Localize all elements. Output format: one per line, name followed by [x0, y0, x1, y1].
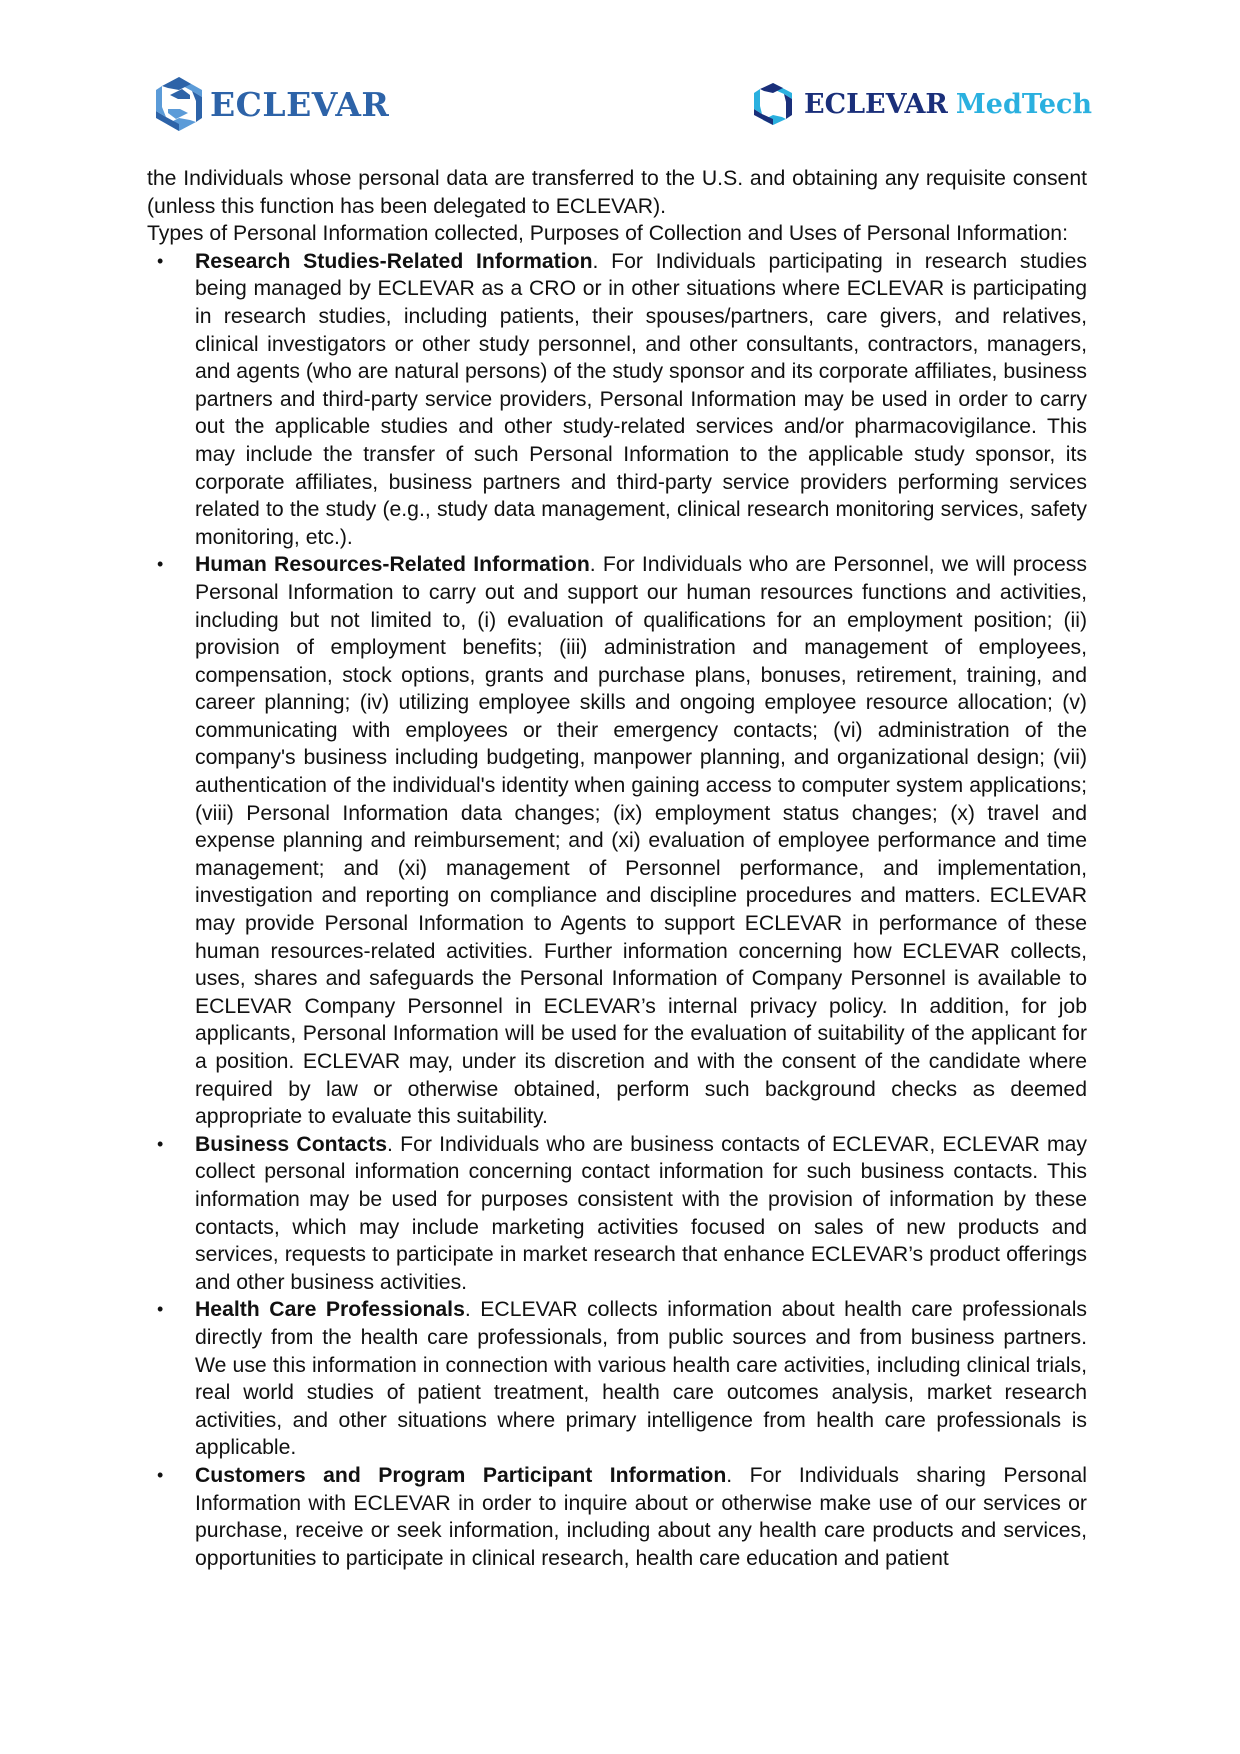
eclevar-medtech-logo	[750, 80, 1092, 128]
hexagon-swirl-logo-icon	[750, 81, 796, 127]
info-types-list	[147, 248, 1087, 1573]
list-item-title: Research Studies-Related Information	[195, 249, 593, 273]
intro-paragraph: the Individuals whose personal data are transferred to the U.S. and obtaining any requisite consent (unless this function has been delegated to ECLEVAR).	[147, 167, 1087, 218]
list-item-human-resources	[147, 551, 1087, 1130]
list-item-customers-program-participants	[147, 1462, 1087, 1572]
list-item-text: . For Individuals who are business contacts of ECLEVAR, ECLEVAR may collect personal information concerning contact information for such business contacts. This information may be used for purposes consistent with the provision of information by these contacts, which may include marketing activities focused on sales of new products and services, requests to participate in market research that enhance ECLEVAR’s product offerings and other business activities.	[195, 1132, 1087, 1294]
bullet-icon: •	[157, 554, 164, 575]
list-item-text: . For Individuals who are Personnel, we will process Personal Information to carry out and support our human resources functions and activities, including but not limited to, (i) evaluation of qualifications for an employment position; (ii) provision of employment benefits; (iii) administration and management of employees, compensation, stock options, grants and purchase plans, bonuses, retirement, training, and career planning; (iv) utilizing employee skills and ongoing employee resource allocation; (v) communicating with employees or their emergency contacts; (vi) administration of the company's business including budgeting, manpower planning, and organizational design; (vii) authentication of the individual's identity when gaining access to computer system applications; (viii) Personal Information data changes; (ix) employment status changes; (x) travel and expense planning and reimbursement; and (xi) evaluation of employee performance and time management; and (xi) management of Personnel performance, and implementation, investigation and reporting on compliance and discipline procedures and matters. ECLEVAR may provide Personal Information to Agents to support ECLEVAR in performance of these human resources-related activities. Further information concerning how ECLEVAR collects, uses, shares and safeguards the Personal Information of Company Personnel is available to ECLEVAR Company Personnel in ECLEVAR’s internal privacy policy. In addition, for job applicants, Personal Information will be used for the evaluation of suitability of the applicant for a position. ECLEVAR may, under its discretion and with the consent of the candidate where required by law or otherwise obtained, perform such background checks as deemed appropriate to evaluate this suitability.	[195, 553, 1087, 1129]
eclevar-logo-text: ECLEVAR	[210, 84, 390, 124]
hexagon-swirl-logo-icon	[152, 75, 206, 133]
list-item-title: Business Contacts	[195, 1132, 388, 1156]
section-heading: Types of Personal Information collected, Purposes of Collection and Uses of Personal Information:	[147, 222, 1068, 246]
list-item-title: Customers and Program Participant Information	[195, 1463, 727, 1487]
list-item-health-care-professionals	[147, 1296, 1087, 1462]
eclevar-logo	[152, 74, 389, 134]
bullet-icon: •	[157, 1133, 164, 1154]
list-item-title: Health Care Professionals	[195, 1298, 465, 1322]
bullet-icon: •	[157, 1299, 164, 1320]
list-item-research-studies	[147, 248, 1087, 552]
bullet-icon: •	[157, 1464, 164, 1485]
eclevar-medtech-logo-text-accent: MedTech	[955, 88, 1093, 120]
list-item-text: . ECLEVAR collects information about health care professionals directly from the health care professionals, from public sources and from business partners. We use this information in connection with various health care activities, including clinical trials, real world studies of patient treatment, health care outcomes analysis, market research activities, and other situations where primary intelligence from health care professionals is applicable.	[195, 1298, 1087, 1460]
bullet-icon: •	[157, 250, 164, 271]
document-body	[147, 165, 1087, 1572]
list-item-text: . For Individuals sharing Personal Information with ECLEVAR in order to inquire about or otherwise make use of our services or purchase, receive or seek information, including about any health care products and services, opportunities to participate in clinical research, health care education and patient	[195, 1463, 1087, 1570]
list-item-title: Human Resources-Related Information	[195, 553, 590, 577]
list-item-text: . For Individuals participating in research studies being managed by ECLEVAR as a CRO or in other situations where ECLEVAR is participating in research studies, including patients, their spouses/partners, care givers, and relatives, clinical investigators or other study personnel, and other consultants, contractors, managers, and agents (who are natural persons) of the study sponsor and its corporate affiliates, business partners and third-party service providers, Personal Information may be used in order to carry out the applicable studies and other study-related services and/or pharmacovigilance. This may include the transfer of such Personal Information to the applicable study sponsor, its corporate affiliates, business partners and third-party service providers performing services related to the study (e.g., study data management, clinical research monitoring services, safety monitoring, etc.).	[195, 249, 1087, 549]
list-item-business-contacts	[147, 1131, 1087, 1297]
eclevar-medtech-logo-text-main: ECLEVAR	[804, 88, 948, 120]
